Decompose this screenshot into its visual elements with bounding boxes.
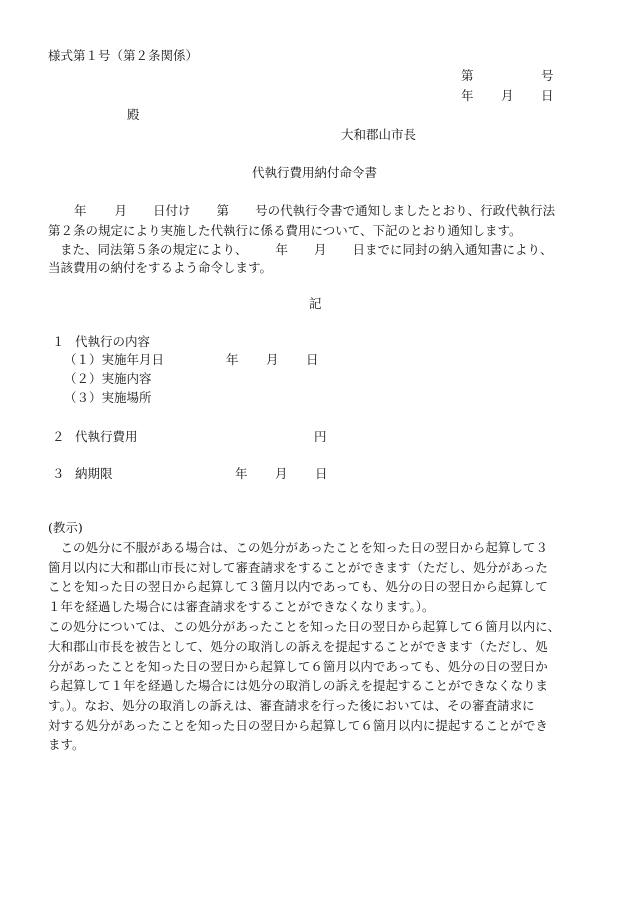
item-1-sub-1-day: 日 — [306, 352, 319, 367]
item-1-sub-1-month: 月 — [266, 352, 279, 367]
body-p1-dated: 日付け — [153, 203, 191, 218]
item-1-sub-1-year: 年 — [226, 352, 239, 367]
body-p1-rest: 号の代執行令書で通知しましたとおり、行政代執行法 — [255, 203, 556, 218]
item-3-year: 年 — [235, 466, 248, 481]
notice-line: 箇月以内に大和郡山市長に対して審査請求をすることができます（ただし、処分があった — [48, 560, 548, 575]
item-1-sub-2-label: （２）実施内容 — [64, 371, 152, 386]
item-3-number: ３ — [52, 466, 65, 481]
document-title: 代執行費用納付命令書 — [252, 165, 378, 180]
body-p2-month: 月 — [314, 242, 327, 257]
body-p2-year: 年 — [275, 242, 289, 257]
body-paragraph-1-line-1 — [48, 201, 555, 221]
notice-line: この処分に不服がある場合は、この処分があったことを知った日の翌日から起算して３ — [48, 540, 548, 555]
notice-line: ことを知った日の翌日から起算して３箇月以内であっても、処分の日の翌日から起算して — [48, 579, 548, 594]
item-3-month: 月 — [275, 466, 288, 481]
body-paragraph-2-line-2: 当該費用の納付をするよう命令します。 — [48, 260, 273, 275]
notice-line: 対する処分があったことを知った日の翌日から起算して６箇月以内に提起することができ — [48, 718, 548, 733]
body-p1-dai: 第 — [216, 203, 230, 218]
item-1-number: １ — [52, 334, 65, 349]
item-1-label: 代執行の内容 — [75, 334, 151, 349]
document-number-prefix: 第 — [461, 68, 474, 83]
item-1-sub-1-label: （１）実施年月日 — [64, 352, 165, 367]
item-2-number: ２ — [52, 429, 65, 444]
body-paragraph-1-line-2: 第２条の規定により実施した代執行に係る費用について、下記のとおり通知します。 — [48, 223, 522, 238]
addressee-suffix: 殿 — [127, 107, 140, 122]
notice-line: ら起算して１年を経過した場合には処分の取消しの訴えを提起することができなくなりま — [48, 678, 549, 693]
issue-date-year: 年 — [461, 88, 474, 103]
notice-line: 大和郡山市長を被告として、処分の取消しの訴えを提起することができます（ただし、処 — [48, 639, 548, 654]
document-number-suffix: 号 — [541, 68, 554, 83]
issue-date-month: 月 — [501, 88, 514, 103]
item-3-day: 日 — [315, 466, 328, 481]
ki-heading: 記 — [309, 296, 322, 311]
notice-line: ます。 — [48, 737, 85, 752]
body-paragraph-2-line-1 — [48, 240, 553, 260]
body-p1-month: 月 — [114, 203, 128, 218]
form-label: 様式第１号（第２条関係） — [48, 48, 199, 63]
body-p2-rest: 日までに同封の納入通知書により、 — [352, 242, 553, 257]
notice-line: １年を経過した場合には審査請求をすることができなくなります。）。 — [48, 599, 435, 614]
notice-heading: (教示) — [48, 520, 83, 535]
notice-line: この処分については、この処分があったことを知った日の翌日から起算して６箇月以内に、 — [48, 619, 561, 634]
item-2-label: 代執行費用 — [75, 429, 138, 444]
notice-line: 分があったことを知った日の翌日から起算して６箇月以内であっても、処分の日の翌日か — [48, 659, 548, 674]
issuer-name: 大和郡山市長 — [341, 127, 417, 142]
notice-line: す。）。なお、処分の取消しの訴えは、審査請求を行った後においては、その審査請求に — [48, 698, 535, 713]
body-p2-start: また、同法第５条の規定により、 — [60, 242, 248, 257]
item-2-unit: 円 — [314, 429, 327, 444]
item-3-label: 納期限 — [75, 466, 113, 481]
issue-date-day: 日 — [541, 88, 554, 103]
body-p1-year: 年 — [74, 203, 87, 218]
item-1-sub-3-label: （３）実施場所 — [64, 390, 152, 405]
